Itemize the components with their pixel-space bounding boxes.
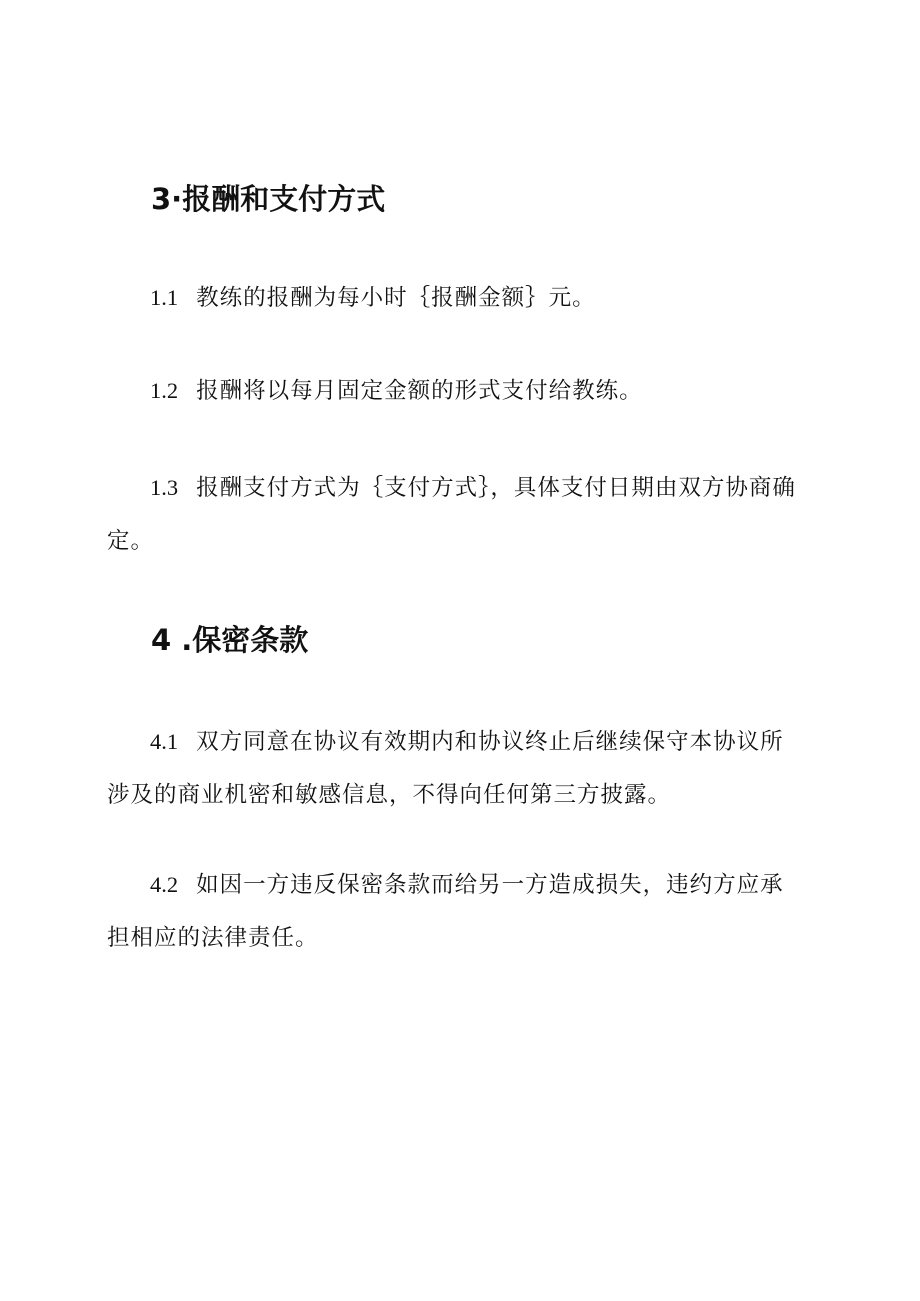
section-heading-confidentiality: 4 .保密条款 xyxy=(151,623,309,657)
clause-number: 4.2 xyxy=(150,872,179,897)
clause-text: 报酬将以每月固定金额的形式支付给教练。 xyxy=(196,378,643,404)
clause-number: 4.1 xyxy=(150,729,179,754)
clause-text: 如因一方违反保密条款而给另一方造成损失，违约方应承担相应的法律责任。 xyxy=(107,872,784,951)
clause-4-1 xyxy=(107,715,807,822)
clause-1-2 xyxy=(107,364,807,418)
clause-1-1 xyxy=(107,271,807,325)
clause-text: 报酬支付方式为｛支付方式｝，具体支付日期由双方协商确定。 xyxy=(107,475,796,554)
clause-number: 1.2 xyxy=(150,378,179,403)
clause-4-2 xyxy=(107,858,807,965)
clause-text: 教练的报酬为每小时｛报酬金额｝元。 xyxy=(196,285,596,311)
section-heading-payment: 3·报酬和支付方式 xyxy=(151,182,386,216)
clause-text: 双方同意在协议有效期内和协议终止后继续保守本协议所涉及的商业机密和敏感信息，不得向任何第三方披露。 xyxy=(107,729,784,808)
clause-1-3 xyxy=(107,461,807,568)
clause-number: 1.1 xyxy=(150,285,179,310)
clause-number: 1.3 xyxy=(150,475,179,500)
